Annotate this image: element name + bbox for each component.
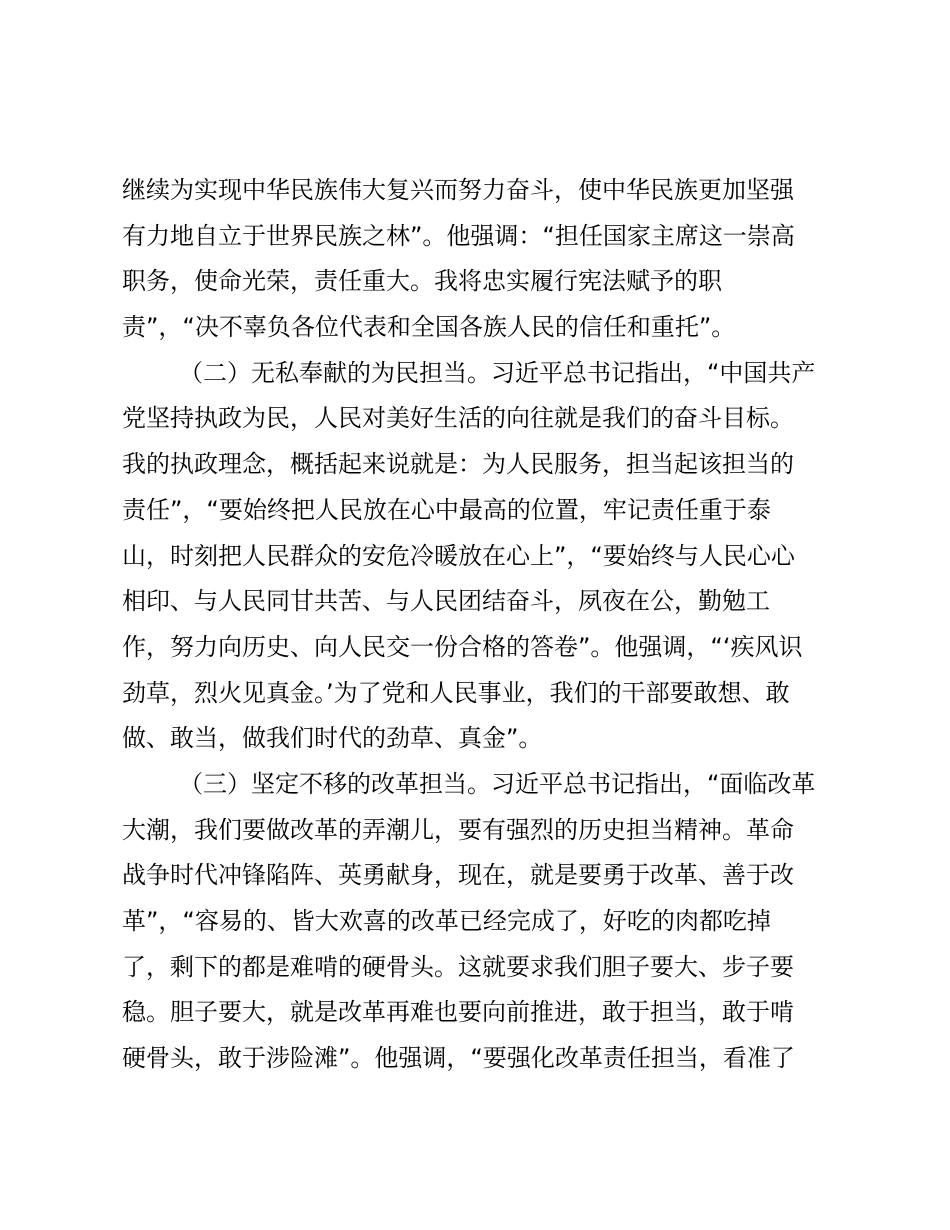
text-line: 有力地自立于世界民族之林”。他强调：“担任国家主席这一崇高 — [122, 221, 795, 250]
text-line: 责任”，“要始终把人民放在心中最高的位置，牢记责任重于泰 — [122, 495, 771, 524]
text-line: 我的执政理念，概括起来说就是：为人民服务，担当起该担当的 — [122, 450, 794, 479]
text-line: 相印、与人民同甘共苦、与人民团结奋斗，夙夜在公，勤勉工 — [122, 587, 770, 616]
text-line: 劲草，烈火见真金。’为了党和人民事业，我们的干部要敢想、敢 — [122, 678, 790, 707]
text-line: 大潮，我们要做改革的弄潮儿，要有强烈的历史担当精神。革命 — [122, 815, 794, 844]
text-line: 做、敢当，做我们时代的劲草、真金”。 — [122, 724, 543, 753]
text-line: 继续为实现中华民族伟大复兴而努力奋斗，使中华民族更加坚强 — [122, 176, 794, 204]
paragraph-heading-line: （三）坚定不移的改革担当。习近平总书记指出，“面临改革 — [179, 769, 816, 798]
paragraph-heading-line: （二）无私奉献的为民担当。习近平总书记指出，“中国共产 — [179, 358, 816, 387]
text-line: 职务，使命光荣，责任重大。我将忠实履行宪法赋予的职 — [122, 267, 722, 296]
text-line: 山，时刻把人民群众的安危冷暖放在心上”，“要始终与人民心心 — [122, 541, 795, 570]
body-text — [122, 168, 842, 1082]
text-line: 作，努力向历史、向人民交一份合格的答卷”。他强调，“‘疾风识 — [122, 632, 803, 661]
text-line: 责”，“决不辜负各位代表和全国各族人民的信任和重托”。 — [122, 313, 736, 342]
text-line: 革”，“容易的、皆大欢喜的改革已经完成了，好吃的肉都吃掉 — [122, 907, 771, 935]
text-line: 战争时代冲锋陷阵、英勇献身，现在，就是要勇于改革、善于改 — [122, 861, 794, 890]
text-line: 了，剩下的都是难啃的硬骨头。这就要求我们胆子要大、步子要 — [122, 952, 794, 981]
text-line: 党坚持执政为民，人民对美好生活的向往就是我们的奋斗目标。 — [122, 404, 794, 433]
text-line: 稳。胆子要大，就是改革再难也要向前推进，敢于担当，敢于啃 — [122, 998, 794, 1027]
text-line: 硬骨头，敢于涉险滩”。他强调，“要强化改革责任担当，看准了 — [122, 1044, 795, 1073]
